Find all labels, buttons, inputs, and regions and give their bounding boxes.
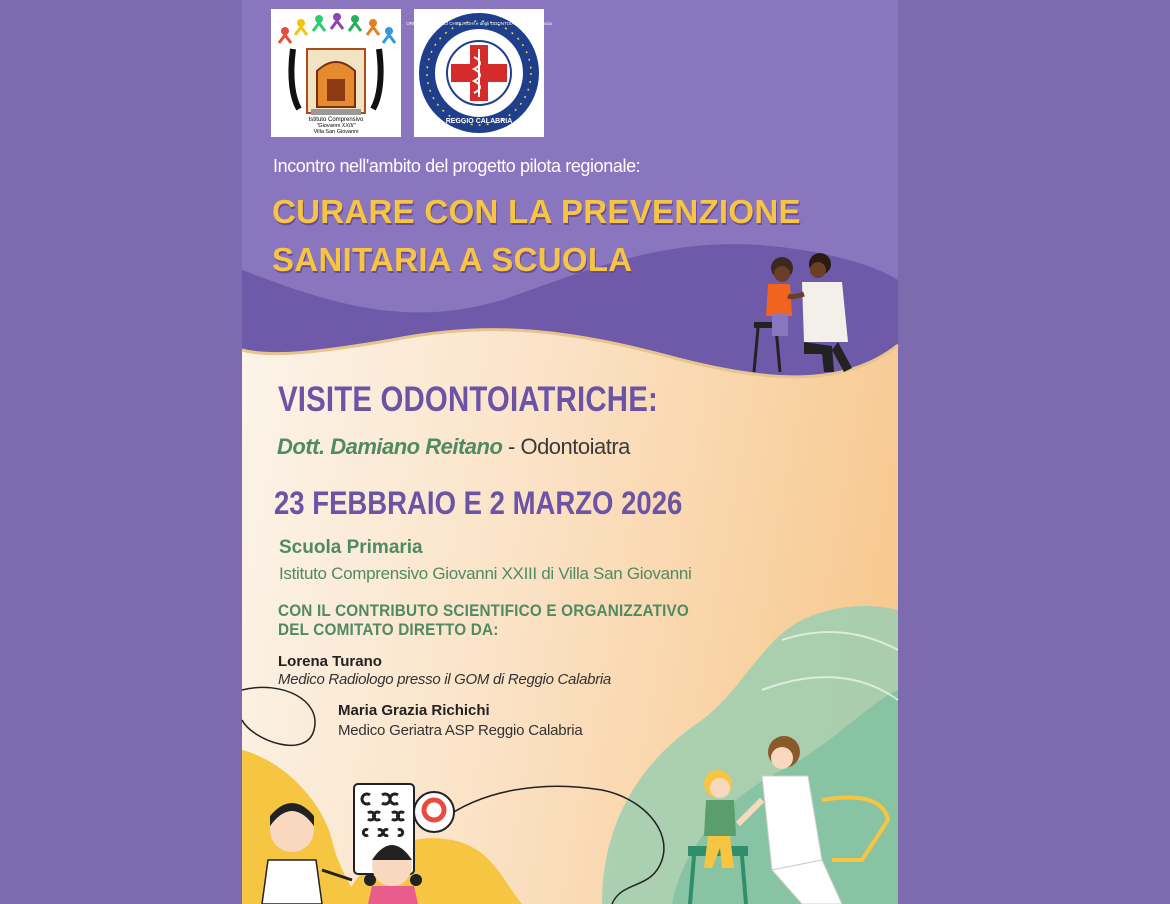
seal-ring-text: ORDINE dei MEDICI CHIRURGHI e degli ODONTOIATRI della Provincia [406,21,552,26]
school-title: Scuola Primaria [279,537,423,558]
school-subtitle: Istituto Comprensivo Giovanni XXIII di Villa San Giovanni [279,564,692,583]
campaign-title-line1: CURARE CON LA PREVENZIONE [272,193,801,230]
school-logo-text-2: "Giovanni XXIII" [316,123,356,129]
intro-text: Incontro nell'ambito del progetto pilota regionale: [273,156,641,176]
contribution-line1: CON IL CONTRIBUTO SCIENTIFICO E ORGANIZZATIVO [278,601,690,620]
dentist-role: - Odontoiatra [502,434,630,459]
committee-member-role: Medico Geriatra ASP Reggio Calabria [338,722,583,739]
committee-member-name: Lorena Turano [278,653,382,670]
contribution-line2: DEL COMITATO DIRETTO DA: [278,620,499,639]
school-logo-text-1: Istituto Comprensivo [308,117,364,123]
visits-heading: VISITE ODONTOIATRICHE: [278,380,658,419]
seal-bottom-text: REGGIO CALABRIA [445,118,513,125]
school-logo-text-3: Villa San Giovanni [313,129,359,135]
event-dates: 23 FEBBRAIO E 2 MARZO 2026 [274,485,683,521]
committee-member-role: Medico Radiologo presso il GOM di Reggio Calabria [278,671,611,688]
bottom-decorations [242,0,898,904]
committee-member-name: Maria Grazia Richichi [338,702,490,719]
dentist-name: Dott. Damiano Reitano [277,434,503,459]
campaign-title-line2: SANITARIA A SCUOLA [272,241,633,278]
event-poster [242,0,898,904]
